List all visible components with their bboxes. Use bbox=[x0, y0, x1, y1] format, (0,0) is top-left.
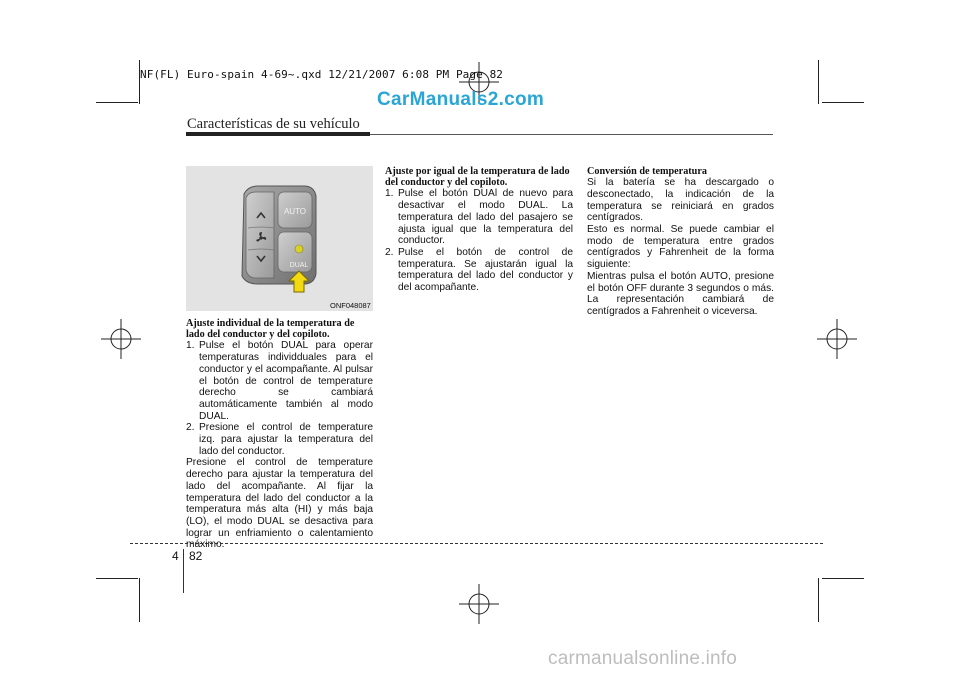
crop-mark bbox=[818, 578, 819, 622]
registration-mark-right bbox=[817, 319, 857, 359]
page-number-divider bbox=[183, 549, 184, 593]
list-text: Pulse el botón de control de temperatura. Se ajustarán igual la temperatura del lado del conductor y del acompañante. bbox=[398, 246, 573, 294]
column-3 bbox=[587, 166, 774, 318]
crop-mark bbox=[822, 578, 864, 579]
footer-watermark-link[interactable]: carmanualsonline.info bbox=[548, 648, 738, 669]
list-text: Pulse el botón DUAL para operar temperaturas individduales para el conductor y el acompañante. Al pulsar el botón de control de temperature derecho se cambiará automáticamente también al modo DUAL. bbox=[199, 340, 373, 422]
climate-buttons-illustration bbox=[186, 166, 373, 311]
list-item bbox=[385, 188, 573, 247]
page-number: 82 bbox=[189, 549, 203, 563]
registration-mark-bottom bbox=[459, 584, 499, 624]
list-number: 2. bbox=[385, 246, 394, 258]
footer-rule bbox=[130, 543, 823, 544]
crop-mark bbox=[96, 102, 138, 103]
figure-code: ONF048087 bbox=[330, 301, 371, 310]
dual-indicator-led bbox=[295, 245, 303, 253]
list-text: Pulse el botón DUAl de nuevo para desactivar el modo DUAL. La temperatura del lado del pasajero se ajusta igual que la temperatura del conductor. bbox=[398, 188, 573, 247]
column-2 bbox=[385, 166, 573, 294]
list-item bbox=[186, 340, 373, 422]
section-title: Características de su vehículo bbox=[187, 116, 360, 132]
col3-paragraph: Mientras pulsa el botón AUTO, presione el botón OFF durante 3 segundos o más. La representación cambiará de centígrados a Fahrenheit o viceversa. bbox=[587, 270, 774, 317]
col2-heading: Ajuste por igual de la temperatura de lado del conductor y del copiloto. bbox=[385, 166, 570, 189]
list-item bbox=[186, 422, 373, 457]
crop-mark bbox=[96, 578, 138, 579]
section-number: 4 bbox=[172, 549, 179, 563]
watermark-link[interactable]: CarManuals2.com bbox=[377, 89, 545, 110]
print-header: NF(FL) Euro-spain 4-69~.qxd 12/21/2007 6:08 PM Page 82 bbox=[140, 68, 504, 81]
figure-climate-buttons bbox=[186, 166, 373, 311]
list-item bbox=[385, 247, 573, 294]
col3-paragraph: Si la batería se ha descargado o desconectado, la indicación de la temperatura se reiniciará en grados centígrados. bbox=[587, 177, 774, 224]
crop-mark bbox=[139, 578, 140, 622]
auto-label: AUTO bbox=[283, 207, 307, 216]
crop-mark bbox=[818, 60, 819, 104]
col1-paragraph: Presione el control de temperature derecho para ajustar la temperatura del lado del acompañante. Al fijar la temperatura del lado del conductor a la temperatura más alta (HI) y más baja (LO), el modo DUAL se desactiva para lograr un enfriamiento o calentamiento máximo. bbox=[186, 457, 373, 551]
col3-heading: Conversión de temperatura bbox=[587, 166, 707, 177]
list-text: Presione el control de temperature izq. para ajustar la temperatura del lado del conductor. bbox=[199, 422, 373, 457]
col3-paragraph: Esto es normal. Se puede cambiar el modo de temperatura entre grados centígrados y Fahrenheit de la forma siguiente: bbox=[587, 224, 774, 271]
title-rule bbox=[186, 132, 370, 136]
column-1 bbox=[186, 318, 373, 551]
list-number: 1. bbox=[186, 340, 195, 352]
crop-mark bbox=[139, 60, 140, 104]
crop-mark bbox=[822, 102, 864, 103]
title-rule-thin bbox=[370, 134, 773, 135]
col1-heading: Ajuste individual de la temperatura de lado del conductor y del copiloto. bbox=[186, 318, 355, 341]
dual-label: DUAL bbox=[289, 262, 309, 269]
list-number: 2. bbox=[186, 422, 195, 434]
list-number: 1. bbox=[385, 188, 394, 200]
registration-mark-left bbox=[101, 319, 141, 359]
